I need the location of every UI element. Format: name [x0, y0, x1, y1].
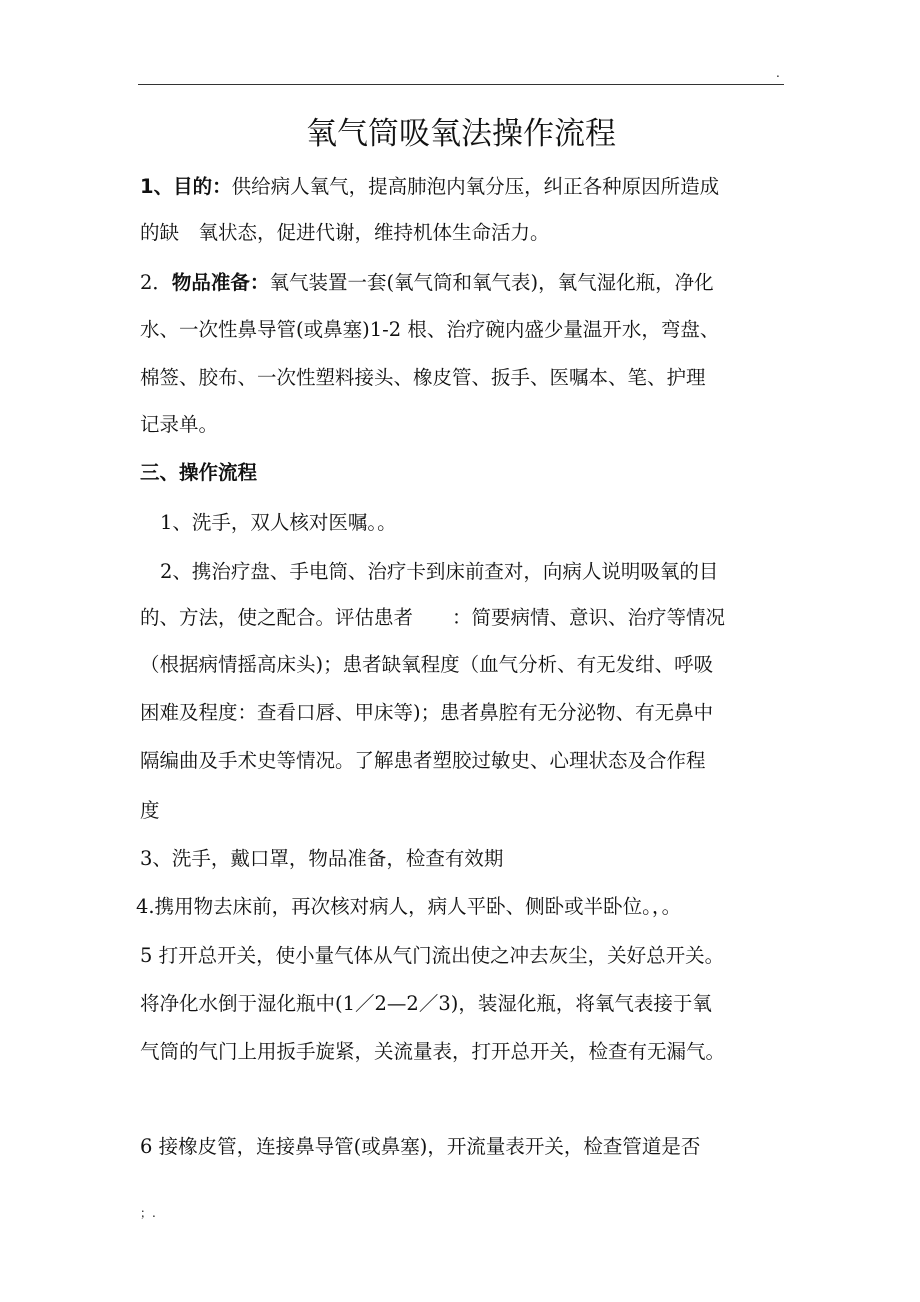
line-text: 氧气装置一套(氧气筒和氧气表)，氧气湿化瓶，净化: [269, 271, 714, 294]
section-heading: [140, 459, 257, 487]
line-text: 1、洗手，双人核对医嘱。。: [160, 511, 397, 534]
bold-label: 物品准备：: [171, 271, 270, 294]
text-line: [140, 699, 713, 727]
line-text: 度: [140, 799, 160, 822]
line-text: 2、携治疗盘、手电筒、治疗卡到床前查对，向病人说明吸氧的目: [160, 560, 719, 583]
text-line: [140, 1133, 700, 1161]
header-rule: [138, 84, 784, 85]
text-line: [140, 411, 218, 439]
text-line: [140, 269, 714, 297]
text-line: [140, 219, 550, 247]
bold-label: 1、目的：: [140, 175, 232, 198]
text-line: [140, 990, 712, 1018]
line-text: 棉签、胶布、一次性塑料接头、橡皮管、扳手、医嘱本、笔、护理: [140, 366, 706, 389]
line-text: 的、方法，使之配合。评估患者 ：简要病情、意识、治疗等情况: [140, 606, 726, 629]
text-line: [140, 364, 706, 392]
line-text: 6 接橡皮管，连接鼻导管(或鼻塞)，开流量表开关，检查管道是否: [140, 1135, 701, 1158]
line-label: 2．: [140, 271, 172, 294]
text-line: [140, 316, 719, 344]
line-text: 隔编曲及手术史等情况。了解患者塑胶过敏史、心理状态及合作程: [140, 749, 706, 772]
line-text: 水、一次性鼻导管(或鼻塞)1-2 根、治疗碗内盛少量温开水，弯盘、: [140, 318, 720, 341]
line-text: 5 打开总开关，使小量气体从气门流出使之冲去灰尘，关好总开关。: [140, 944, 725, 967]
text-line: [160, 509, 397, 537]
line-text: 气筒的气门上用扳手旋紧，关流量表，打开总开关，检查有无漏气。: [140, 1040, 726, 1063]
line-text: 将净化水倒于湿化瓶中(1／2—2／3)，装湿化瓶，将氧气表接于氧: [140, 992, 712, 1015]
line-text: （根据病情摇高床头)；患者缺氧程度（血气分析、有无发绀、呼吸: [140, 653, 714, 676]
line-text: 困难及程度：查看口唇、甲床等)；患者鼻腔有无分泌物、有无鼻中: [140, 701, 714, 724]
text-line: [140, 845, 503, 873]
line-text: 记录单。: [140, 413, 219, 436]
text-line: [140, 1038, 725, 1066]
text-line: [140, 747, 706, 775]
text-line: [136, 893, 681, 921]
text-line: [140, 173, 719, 201]
footer-mark: ；.: [140, 1206, 156, 1220]
text-line: [140, 604, 725, 632]
text-line: [140, 797, 160, 825]
line-text: 3、洗手，戴口罩，物品准备，检查有效期: [140, 847, 504, 870]
text-line: [140, 942, 724, 970]
header-mark: .: [776, 66, 780, 80]
line-text: 4.携用物去床前，再次核对病人，病人平卧、侧卧或半卧位。，。: [136, 895, 682, 918]
text-line: [160, 558, 718, 586]
section-heading-text: 三、操作流程: [140, 461, 258, 484]
line-text: 的缺 氧状态，促进代谢，维持机体生命活力。: [140, 221, 550, 244]
text-line: [140, 651, 713, 679]
line-text: 供给病人氧气，提高肺泡内氧分压，纠正各种原因所造成: [231, 175, 720, 198]
page-title: 氧气筒吸氧法操作流程: [306, 116, 616, 152]
